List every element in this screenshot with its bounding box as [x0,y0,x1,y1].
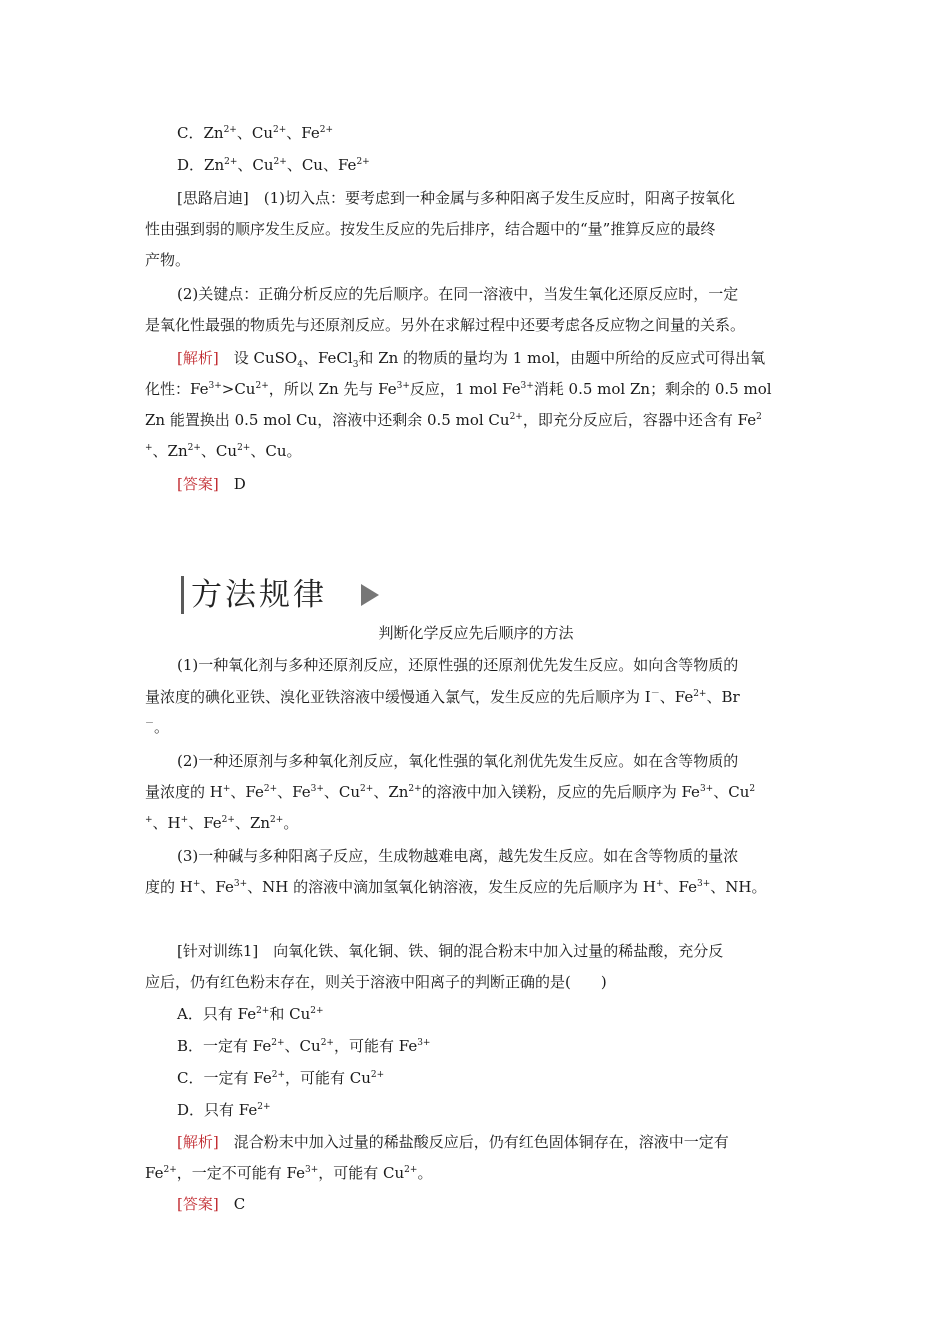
play-triangle-icon [361,584,379,606]
training-answer-tag: [答案] [177,1195,219,1213]
answer-value: D [233,475,246,493]
analysis-line-1: [解析] 设 CuSO$_4$、FeCl$_3$和 Zn 的物质的量均为 1 mol，由题中所给的反应式可得出氧 [177,349,766,370]
method-heading [181,572,381,618]
heading-text: 方法规律 [191,577,327,613]
rule3-line-2: 度的 H+、$Fe^{3+}$、NH 的溶液中滴加氢氧化钠溶液，发生反应的先后顺序为 H+、$Fe^{3+}$、NH。 [145,878,767,896]
training-option-b: B．一定有 $Fe^{2+}$、$Cu^{2+}$，可能有 $Fe^{3+}$ [177,1037,431,1055]
analysis-line-4: +、$Zn^{2+}$、$Cu^{2+}$、Cu。 [145,442,302,460]
answer-tag: [答案] [177,475,219,493]
rule1-line-3: －。 [145,718,170,736]
rule2-line-3: +、H+、$Fe^{2+}$、$Zn^{2+}$。 [145,814,299,832]
rule3-line-1: (3)一种碱与多种阳离子反应，生成物越难电离，越先发生反应。如在含等物质的量浓 [177,847,739,865]
analysis-line-3: Zn 能置换出 0.5 mol Cu，溶液中还剩余 0.5 mol $Cu^{2+}$，即充分反应后，容器中还含有 Fe$^2$ [145,411,762,429]
training-option-a: A．只有 $Fe^{2+}$和 $Cu^{2+}$ [177,1005,324,1023]
training-question-line-2: 应后，仍有红色粉末存在，则关于溶液中阳离子的判断正确的是( ) [145,973,607,991]
hint-line-1: [思路启迪] (1)切入点：要考虑到一种金属与多种阳离子发生反应时，阳离子按氧化 [177,189,735,207]
answer-line [177,469,807,500]
rule2-line-2: 量浓度的 H+、$Fe^{2+}$、$Fe^{3+}$、$Cu^{2+}$、$Zn^{2+}$的溶液中加入镁粉，反应的先后顺序为 $Fe^{3+}$、Cu$^2$ [145,783,756,801]
training-analysis-line-2: $Fe^{2+}$，一定不可能有 $Fe^{3+}$，可能有 $Cu^{2+}$。 [145,1164,433,1182]
training-option-d: D．只有 $Fe^{2+}$ [177,1101,271,1119]
hint-line-4: (2)关键点：正确分析反应的先后顺序。在同一溶液中，当发生氧化还原反应时，一定 [177,285,739,303]
training-answer-line [177,1189,807,1220]
option-d: D．$Zn^{2+}$、$Cu^{2+}$、Cu、$Fe^{2+}$ [177,156,370,174]
hint-line-5: 是氧化性最强的物质先与还原剂反应。另外在求解过程中还要考虑各反应物之间量的关系。 [145,316,746,334]
analysis-tag: [解析] [177,349,219,367]
analysis-line-2: 化性：$Fe^{3+}>Cu^{2+}$，所以 Zn 先与 $Fe^{3+}$反应，1 mol $Fe^{3+}$消耗 0.5 mol Zn；剩余的 0.5 mol [145,380,772,398]
training-analysis-line-1: [解析] 混合粉末中加入过量的稀盐酸反应后，仍有红色固体铜存在，溶液中一定有 [177,1133,729,1151]
hint-tag: [思路启迪] [177,189,249,207]
heading-bar [181,576,184,614]
rule1-line-1: (1)一种氧化剂与多种还原剂反应，还原性强的还原剂优先发生反应。如向含等物质的 [177,656,739,674]
method-subtitle: 判断化学反应先后顺序的方法 [378,624,574,642]
rule1-line-2: 量浓度的碘化亚铁、溴化亚铁溶液中缓慢通入氯气，发生反应的先后顺序为 I－、$Fe^{2+}$、Br [145,688,740,706]
rule2-line-1: (2)一种还原剂与多种氧化剂反应，氧化性强的氧化剂优先发生反应。如在含等物质的 [177,752,739,770]
training-option-c: C．一定有 $Fe^{2+}$，可能有 $Cu^{2+}$ [177,1069,385,1087]
training-question-line-1: [针对训练1] 向氧化铁、氧化铜、铁、铜的混合粉末中加入过量的稀盐酸，充分反 [177,942,724,960]
training-answer-value: C [233,1195,246,1213]
hint-line-3: 产物。 [145,251,191,269]
hint-line-2: 性由强到弱的顺序发生反应。按发生反应的先后排序，结合题中的“量”推算反应的最终 [145,220,716,238]
training-analysis-tag: [解析] [177,1133,219,1151]
option-c: C．$Zn^{2+}$、$Cu^{2+}$、$Fe^{2+}$ [177,124,334,142]
